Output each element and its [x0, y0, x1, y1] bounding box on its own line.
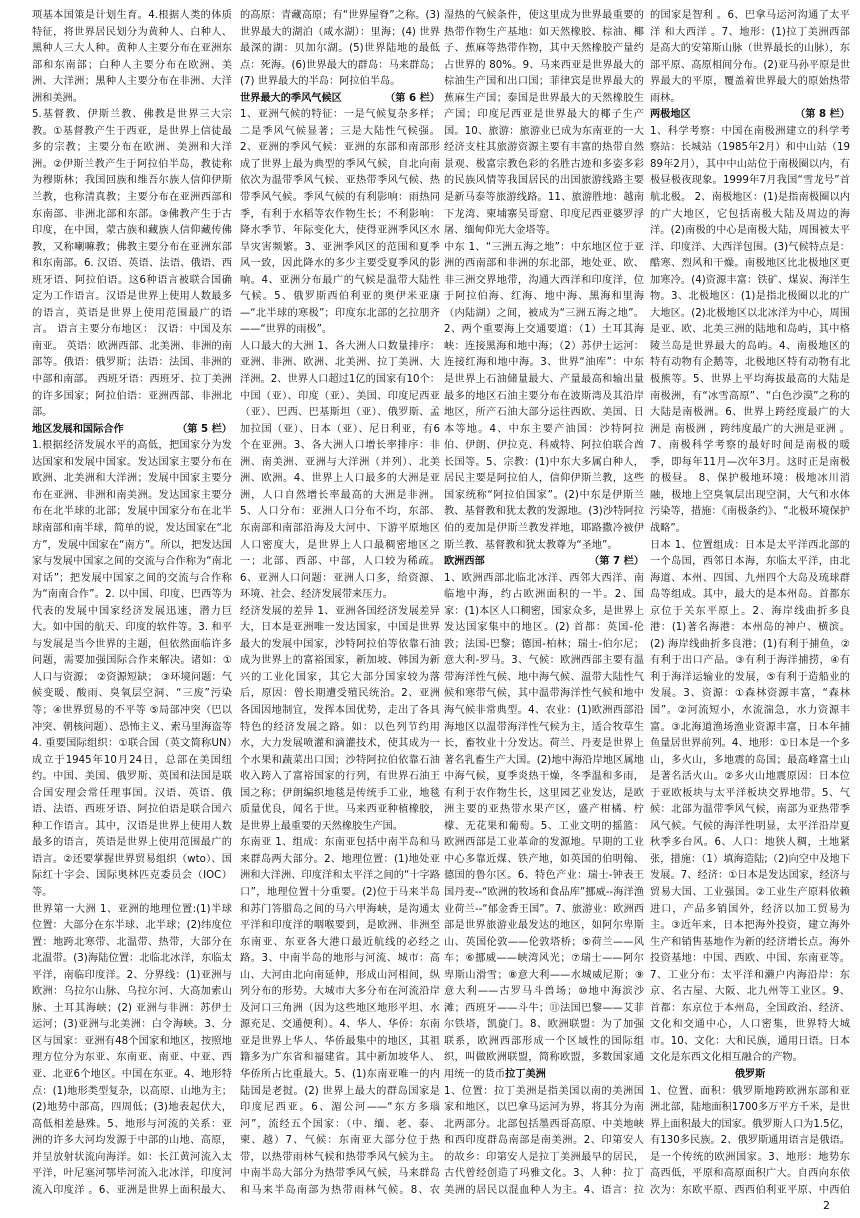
paragraph-religions-languages: 5.基督教、伊斯兰教、佛教是世界三大宗教。①基督教产生于西亚，是世界上信徒最多的宗教；主要分布在欧洲、美洲和大洋洲。②伊斯兰教产生于阿拉伯半岛，教徒称为穆斯林；我国回族和维吾尔族人信仰伊斯兰教，也称清真教；主要分布在亚洲西部和东南部、非洲北部和东部。③佛教产生于古印度，在中国，蒙古族和藏族人信仰藏传佛教，又称喇嘛教；佛教主要分布在亚洲东部和东南部。6. 汉语、英语、法语、俄语、西班牙语、阿拉伯语。这6种语言被联合国确定为工作语言。汉语是世界上使用人数最多的语言，英语是世界上使用范围最广的语言。 语言主要分布地区： 汉语：中国及东南亚。 英语：欧洲西部、北美洲、非洲的南部等。俄语：俄罗斯；法语：法国、非洲的中部和南部。 西班牙语：西班牙、拉丁美洲的许多国家；阿拉伯语：亚洲西部、非洲北部。	[32, 109, 232, 419]
section-heading-monsoon	[240, 91, 440, 108]
paragraph-southeast-asia: 东南亚 1、组成：东南亚包括中南半岛和马来群岛两大部分。2、地理位置：(1)地处亚洲和大洋洲、印度洋和太平洋之间的“十字路口”，地理位置十分重要。(2)位于马来半岛和苏门答腊岛之间的马六甲海峡，是沟通太平洋和印度洋的咽喉要到，是欧洲、非洲至东南亚、东亚各大港口最近航线的必经之路。3、中南半岛的地形与河流、城市：高山、大河由北向南延伸，形成山河相间，纵列分布的形势。大城市大多分布在河流沿岸及河口三角洲（因为这些地区地形平坦、水源充足、交通便利）。4、华人、华侨：东南亚是世界上华人、华侨最集中的地区，其祖籍多为广东省和福建省。其中新加坡华人、华侨所占比重最大。5、(1)东南亚唯一的内陆国是老挝。(2) 世界上最大的群岛国家是印度尼西亚。6、湄公河——“东方多瑙河”，流经五个国家：（中、缅、老、泰、柬、越）7、气候：东南亚大部分位于热带，以热带雨林气候和热带季风气候为主。中南半岛大部分为热带季风气候，马来群岛和马来半岛南部为热带雨林气候。8、农	[240, 837, 440, 1196]
section-heading-russia	[650, 1067, 850, 1084]
paragraph-population: 人口最大的大洲 1、各大洲人口数量排序：亚洲、非洲、欧洲、北美洲、拉丁美洲、大洋洲。2、世界人口超过1亿的国家有10个：中国（亚）、印度（亚）、美国、印度尼西亚（亚）、巴西、巴基斯坦（亚）、俄罗斯、孟加拉国（亚）、日本（亚）、尼日利亚，有6个在亚洲。3、各大洲人口增长率排序：非洲、南美洲、亚洲与大洋洲（并列）、北美洲、欧洲。4、世界上人口最多的大洲是亚洲，人口自然增长率最高的大洲是非洲。5、人口分布：亚洲人口分布不均，东部、东南部和南部沿海及大河中、下游平原地区人口密度大，是世界上人口最稠密地区之一；北部、西部、中部，人口较为稀疏。6、亚洲人口问题：亚洲人口多，给资源、环境、社会、经济发展带来压力。	[240, 340, 440, 601]
paragraph-monsoon: 1、亚洲气候的特征：一是气候复杂多样；二是季风气候显著；三是大陆性气候强。2、亚洲的季风气候：亚洲的东部和南部形成了世界上最为典型的季风气候，自北向南依次为温带季风气候、亚热带季风气候、热带季风气候。季风气候的有利影响：雨热同季，有利于水稻等农作物生长；不利影响：降水季节、年际变化大，使得亚洲季风区水旱灾害频繁。3、亚洲季风区的范围和夏季风一致，因此降水的多少主要受夏季风的影响。4、亚洲分布最广的气候是温带大陆性气候。5、俄罗斯西伯利亚的奥伊米亚康—“北半球的寒极”；印度东北部的乞拉朋齐——“世界的雨极”。	[240, 109, 440, 336]
paragraph-asia-records: 的高原：青藏高原；有“世界屋脊”之称。(3)世界最大的湖泊（咸水湖）：里海；(4) 世界最深的湖：贝加尔湖。(5)世界陆地的最低点：死海。(6)世界最大的群岛：马来群岛；(7) 世界最大的半岛：阿拉伯半岛。	[240, 10, 440, 88]
section-title: 世界最大的季风气候区	[240, 92, 342, 104]
paragraph-development: 1.根据经济发展水平的高低，把国家分为发达国家和发展中国家。发达国家主要分布在欧洲、北美洲和大洋洲；发展中国家主要分布在亚洲、非洲和南美洲。发达国家主要分布在北半球的北部；发展中国家分布在北半球南部和南半球，简单的说，发达国家在“北方”，发展中国家在“南方”。所以，把发达国家与发展中国家之间的交流与合作称为“南北对话”；把发展中国家之间的交流与合作称为“南南合作”。2. 以中国、印度、巴西等为代表的发展中国家经济发展迅速，潜力巨大。如中国的航天、印度的软件等。3. 和平与发展是当今世界的主题，但依然面临许多问题，需要加强国际合作来解决。诸如：①人口与资源； ②资源短缺； ③环境问题：气候变暖、酸雨、臭氧层空洞、“三废”污染等；④世界贸易的不平等 ⑤局部冲突（巴以冲突、朝核问题）、恐怖主义、索马里海盗等 4. 重要国际组织：①联合国（英文简称UN）成立于1945年10月24日，总部在美国纽约。中国、美国、俄罗斯、英国和法国是联合国安理会常任理事国。汉语、英语、俄语、法语、西班牙语、阿拉伯语是联合国六种工作语言。其中，汉语是世界上使用人数最多的语言，英语是世界上使用范围最广的语言。②还要掌握世界贸易组织（wto）、国际红十字会、国际奥林匹克委员会（IOC）等。	[32, 440, 232, 898]
paragraph-russia: 1、位置、面积：俄罗斯地跨欧洲东部和亚洲北部，陆地面积1700多万平方千米，是世界上面积最大的国家。俄罗斯人口为1.5亿，有130多民族。2、俄罗斯通用语言是俄语。是一个传统的欧洲国家。3、地形：地势东高西低，平原和高原面积广大。自西向东依次为：东欧平原、西西伯利亚平原、中西伯	[650, 1085, 850, 1196]
section-title: 两极地区	[650, 109, 691, 121]
section-heading-polar	[650, 107, 850, 124]
column-2	[240, 8, 440, 1200]
paragraph-middle-east: 中东 1、“三洲五海之地”：中东地区位于亚洲的西南部和非洲的东北部，地处亚、欧、非三洲交界地带，沟通大西洋和印度洋，位于阿拉伯海、红海、地中海、黑海和里海（内陆湖）之间，被成为“三洲五海之地”。2、两个重要海上交通要道：（1）土耳其海峡：连接黑海和地中海；（2）苏伊士运河：连接红海和地中海。3、世界“油库”：中东是世界上石油储量最大、产量最高和输出量最多的地区石油主要分布在波斯湾及其沿岸地区，所产石油大部分运往西欧、美国、日本等地。4、中东主要产油国：沙特阿拉伯、伊朗、伊拉克、科威特、阿拉伯联合酋长国等。5、宗教：(1)中东大多属白种人，居民主要是阿拉伯人，信仰伊斯兰教，这些国家统称“阿拉伯国家”。(2)中东是伊斯兰教、基督教和犹太教的发源地。(3)沙特阿拉伯的麦加是伊斯兰教发祥地，耶路撒冷被伊斯兰教、基督教和犹太教尊为“圣地”。	[444, 241, 644, 551]
section-heading-development	[32, 422, 232, 439]
paragraph-western-europe: 1、欧洲西部北临北冰洋、西邻大西洋、南临地中海，约占欧洲面积的一半。2、国家：(1)本区人口稠密，国家众多，是世界上发达国家集中的地区。(2) 首都：英国-伦敦；法国-巴黎；德国-柏林；瑞士-伯尔尼；意大利-罗马。3、气候：欧洲西部主要有温带海洋性气候、地中海气候、温带大陆性气候和寒带气候，其中温带海洋性气候和地中海气候非常典型。4、农业：(1)欧洲西部沿海地区以温带海洋性气候为主，适合牧草生长，畜牧业十分发达。荷兰、丹麦是世界上著名乳畜生产大国。(2)地中海沿岸地区属地中海气候，夏季炎热干燥，冬季温和多雨，有利于农作物生长，这里园艺业发达，是欧洲主要的亚热带水果产区，盛产柑橘、柠檬、无花果和葡萄。5、工业文明的摇篮：欧洲西部是工业革命的发源地。早期的工业中心多靠近煤、铁产地，如英国的伯明翰、德国的鲁尔区。6、特色产业：瑞士-钟表王国丹麦--“欧洲的牧场和食品库”挪威--海洋渔业荷兰--“郁金香王国”。7、旅游业：欧洲西部是世界旅游业最发达的地区，如阿尔卑斯山、英国伦敦——伦敦塔桥；⑤荷兰——风车；⑥挪威——峡湾风光；⑦瑞士——阿尔卑斯山滑雪；⑧意大利——水城威尼斯；⑨意大利——古罗马斗兽场；⑩地中海滨沙滩；西班牙——斗牛；⑪法国巴黎——艾菲尔铁塔，凯旋门。8、欧洲联盟：为了加强联系，欧洲西部形成一个区域性的国际组织，叫做欧洲联盟，简称欧盟，多数国家通用统一的货币拉丁美洲	[444, 572, 644, 1080]
column-4	[650, 8, 850, 1200]
latin-america-label: 拉丁美洲	[505, 1069, 546, 1080]
paragraph-asia: 世界第一大洲 1、亚洲的地理位置:(1)半球位置：大部分在东半球、北半球；(2)纬度位置：地跨北寒带、北温带、热带，大部分在北温带。(3)海陆位置：北临北冰洋，东临太平洋，南临印度洋。2、分界线：(1)亚洲与欧洲：乌拉尔山脉、乌拉尔河、大高加索山脉、土耳其海峡；(2) 亚洲与非洲：苏伊士运河；(3)亚洲与北美洲：白令海峡。3、分区与国家：亚洲有48个国家和地区，按照地理方位分为东亚、东南亚、南亚、中亚、西亚、北亚6个地区。中国在东亚。4、地形特点：(1)地形类型复杂，以高原、山地为主；(2)地势中部高，四周低；(3)地表起伏大，高低相差悬殊。5、地形与河流的关系：亚洲的许多大河均发源于中部的山地、高原，并呈放射状流向海洋。如：长江黄河流入太平洋，叶尼塞河鄂毕河流入北冰洋，印度河流入印度洋 。6、亚洲是世界上面积最大、	[32, 903, 232, 1196]
section-title: 地区发展和国际合作	[32, 423, 124, 435]
section-number: （第 6 栏）	[385, 92, 440, 104]
paragraph-latin-america: 1、位置：拉丁美洲是指美国以南的美洲国家和地区，以巴拿马运河为界，将其分为南北两部分。北部包括墨西哥高原、中美地峡和西印度群岛南部是南美洲。2、印第安人的故乡：印第安人是拉丁美洲最早的居民，古代曾经创造了玛雅文化。3、人种：拉丁美洲的居民以混血种人为主。4、语言：拉	[444, 1085, 644, 1196]
section-heading-western-europe	[444, 554, 644, 571]
paragraph-population-religion: 项基本国策是计划生育。4.根据人类的体质特征，将世界居民划分为黄种人、白种人、黑种人三大人种。黄种人主要分布在亚洲东部和东南部；白种人主要分布在欧洲、美洲、大洋洲；黑种人主要分布在非洲、大洋洲和美洲。	[32, 10, 232, 104]
page-number: 2	[823, 1199, 830, 1212]
section-title: 俄罗斯	[734, 1069, 766, 1080]
column-3	[444, 8, 644, 1200]
paragraph-tropical-crops: 湿热的气候条件，使这里成为世界最重要的热带作物生产基地：如天然橡胶、棕油、椰子、蕉麻等热带作物，其中天然橡胶产量约占世界的 80%。9、马来西亚是世界最大的棕油生产国和出口国；菲律宾是世界最大的蕉麻生产国；泰国是世界最大的天然橡胶生产国；印度尼西亚是世界最大的椰子生产国。10、旅游：旅游业已成为东南亚的一大经济支柱其旅游资源主要有丰富的热带自然景观、极富宗教色彩的名胜古迹和多姿多彩的民族风情等我国居民的出国旅游线路主要是新马泰等旅游线路。11、旅游胜地：越南下龙湾、柬埔寨吴哥窟、印度尼西亚婆罗浮屠、缅甸仰光大金塔等。	[444, 10, 644, 237]
column-1	[32, 8, 232, 1200]
paragraph-japan: 日本 1、位置组成：日本是太平洋西北部的一个岛国，西邻日本海，东临太平洋，由北海道、本州、四国、九州四个大岛及琉球群岛等组成。其中，最大的是本州岛。首都东京位于关东平原上。2、海岸线曲折多良港：(1)著名海港：本州岛的神户、横滨。(2) 海岸线曲折多良港；(1)有利于捕鱼，②有利于出口产品。③有利于海洋捕捞，④有利于海洋运输业的发展，⑤有利于造船业的发展。3、资源：①森林资源丰富，“森林国”。②河流短小，水流湍急，水力资源丰富。③北海道渔场渔业资源丰富，日本年捕鱼量居世界前列。4、地形：①日本是一个多山，多火山，多地震的岛国；最高峰富士山是著名活火山。②多火山地震原因：日本位于亚欧板块与太平洋板块交界地带。5、气候：北部为温带季风气候，南部为亚热带季风气候。气候的海洋性明显，太平洋沿岸夏秋季多台风。6、人口：地狭人稠，土地紧张，措施：（1）填海造陆;（2)向空中及地下发展。7、经济：①日本是发达国家，经济与贸易大国、工业强国。②工业生产原料依赖进口，产品多销国外，经济以加工贸易为主。③近年来，日本把海外投资，建立海外生产和销售基地作为新的经济增长点。海外投资基地：中国、西欧、中国、东南亚等。7、工业分布：太平洋和濑户内海沿岸：东京、名古屋、大阪、北九州等工业区。9、首都：东京位于本州岛，全国政治、经济、文化和交通中心，人口密集，世界特大城市。10、文化：大和民族，通用日语。日本文化是东西文化相互融合的产物。	[650, 539, 850, 1064]
section-title: 欧洲西部	[444, 556, 485, 568]
paragraph-economy: 经济发展的差异 1、亚洲各国经济发展差异大，日本是亚洲唯一发达国家，中国是世界最大的发展中国家，沙特阿拉伯等依靠石油成为世界上的富裕国家，新加坡、韩国为新兴的工业化国家，其它大部分国家较为落后，原因：曾长期遭受殖民统治。2、亚洲各国因地制宜，发挥本国优势，走出了各具特色的经济发展之路。如：以色列节约用水，大力发展喷灌和滴灌技术，使其成为一个水果和蔬菜出口国；沙特阿拉伯依靠石油收入跨入了富裕国家的行列，有世界石油王国之称；伊朗编织地毯是传统手工业，地毯质量优良，闻名于世。马来西亚种植橡胶，是世界上最重要的天然橡胶生产国。	[240, 605, 440, 832]
paragraph-polar: 1、科学考察：中国在南极洲建立的科学考察站：长城站（1985年2月）和中山站（1989年2月），其中中山站位于南极圈以内，有极昼极夜现象。1999年7月我国“雪龙号”首航北极。 2、南极地区：(1)是指南极圈以内的广大地区，它包括南极大陆及周边的海洋。(2)南极的中心是南极大陆，周围被太平洋、印度洋、大西洋包围。(3)气候特点是：酷寒、烈风和干燥。南极地区比北极地区更加寒冷。(4)资源丰富：铁矿、煤炭、海洋生物。3、北极地区：(1)是指北极圈以北的广大地区。(2)北极地区以北冰洋为中心，周围是亚、欧、北美三洲的陆地和岛屿，其中格陵兰岛是世界最大的岛屿。4、南极地区的特有动物有企鹅等，北极地区特有动物有北极熊等。5、世界上平均海拔最高的大陆是南极洲，有“冰雪高原”、“白色沙漠”之称的大陆是南极洲。6、世界上跨经度最广的大洲是 南极洲 ，跨纬度最广的大洲是亚洲 。7、南极科学考察的最好时间是南极的暖季，即每年11月—次年3月。这时正是南极的极昼。 8、保护极地环境：极地冰川消融，极地上空臭氧层出现空洞，大气和水体污染等，措施：《南极条约》、“北极环境保护战略”。	[650, 125, 850, 534]
section-number: （第 8 栏）	[795, 109, 850, 121]
section-number: （第 5 栏）	[177, 423, 232, 435]
section-number: （第 7 栏）	[589, 556, 644, 568]
paragraph-latin-america-cont: 的国家是智利 。6、巴拿马运河沟通了太平洋 和大西洋 。7、地形：(1)拉丁美洲西部是高大的安第斯山脉（世界最长的山脉），东部平原、高原相间分布。(2)亚马孙平原是世界最大的平原，覆盖着世界最大的原始热带雨林。	[650, 10, 850, 104]
